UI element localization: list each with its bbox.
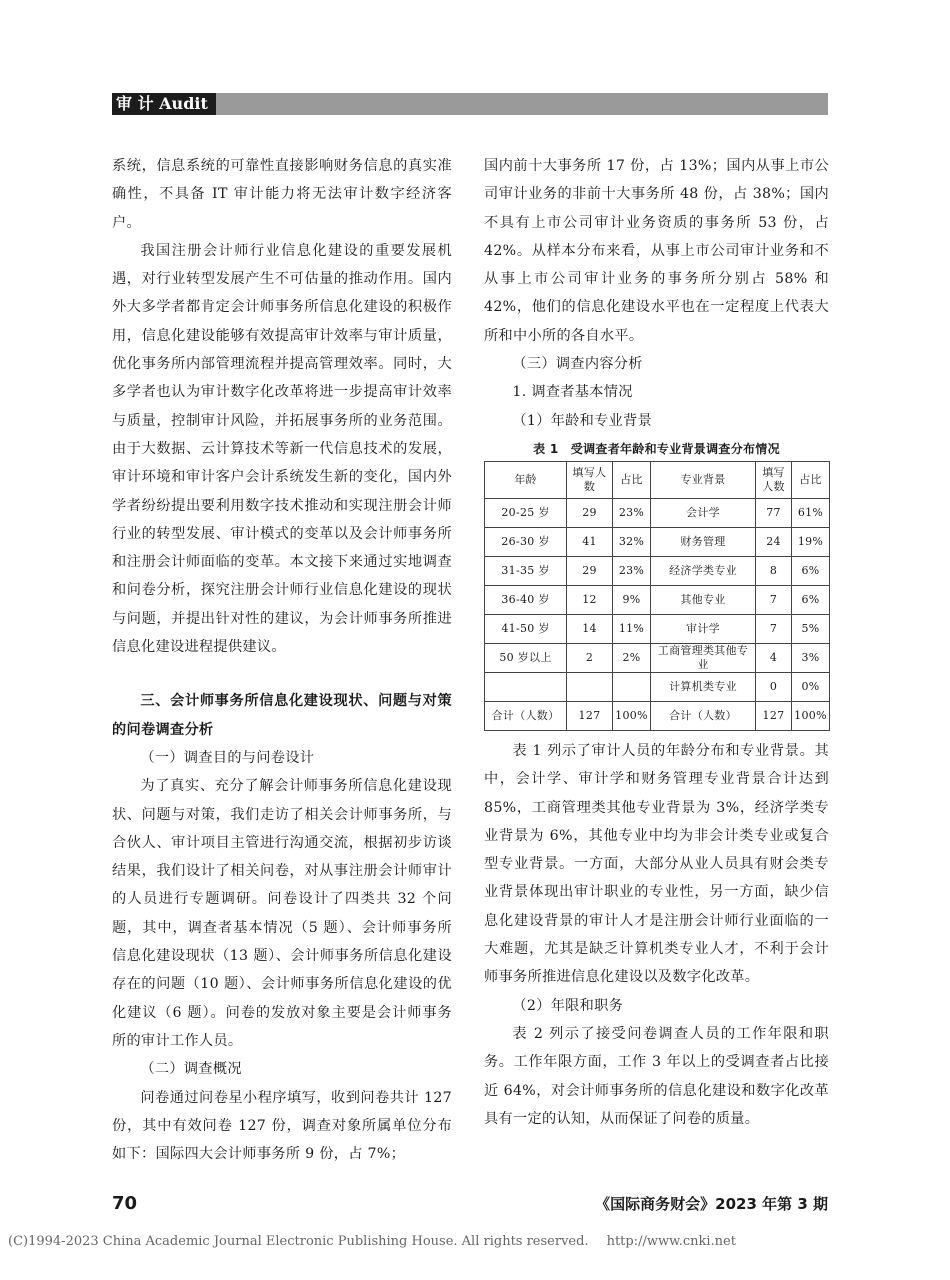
subsection-heading: （二）调查概况	[140, 1061, 242, 1078]
table-cell: 计算机类专业	[651, 672, 756, 701]
table-cell: 会计学	[651, 498, 756, 527]
table-cell: 24	[756, 527, 792, 556]
table-cell: 2%	[613, 643, 651, 672]
table-cell: 5%	[792, 614, 830, 643]
table-cell: 29	[567, 498, 613, 527]
table-header-row	[485, 461, 830, 498]
table-header-cell: 填写人数	[756, 461, 792, 498]
table-cell: 127	[567, 701, 613, 730]
paragraph: 为了真实、充分了解会计师事务所信息化建设现状、问题与对策，我们走访了相关会计师事务所，与合伙人、审计项目主管进行沟通交流，根据初步访谈结果，我们设计了相关问卷，对从事注册会计师审计的人员进行专题调研。问卷设计了四类共 32 个问题，其中，调查者基本情况（5 题）、会计师事务所信息化建设现状（13 题）、会计师事务所信息化建设存在的问题（10 题）、会计师事务所信息化建设的优化建议（6 题）。问卷的发放对象主要是会计师事务所的审计工作人员。	[112, 778, 452, 1049]
table-cell: 50 岁以上	[485, 643, 567, 672]
header-bar	[216, 93, 828, 115]
table-cell: 31-35 岁	[485, 556, 567, 585]
table-header-cell: 占比	[792, 461, 830, 498]
table-cell: 41	[567, 527, 613, 556]
table-cell: 29	[567, 556, 613, 585]
site-url: http://www.cnki.net	[606, 1234, 736, 1249]
table-cell: 0	[756, 672, 792, 701]
paragraph: 我国注册会计师行业信息化建设的重要发展机遇，对行业转型发展产生不可估量的推动作用。国内外大多学者都肯定会计师事务所信息化建设的积极作用，信息化建设能够有效提高审计效率与审计质量，优化事务所内部管理流程并提高管理效率。同时，大多学者也认为审计数字化改革将进一步提高审计效率与质量，控制审计风险，并拓展事务所的业务范围。由于大数据、云计算技术等新一代信息技术的发展，审计环境和审计客户会计系统发生新的变化，国内外学者纷纷提出要利用数字技术推动和实现注册会计师行业的转型发展、审计模式的变革以及会计师事务所和注册会计师面临的变革。本文接下来通过实地调查和问卷分析，探究注册会计师行业信息化建设的现状与问题，并提出针对性的建议，为会计师事务所推进信息化建设进程提供建议。	[112, 242, 452, 656]
table-cell: 3%	[792, 643, 830, 672]
paragraph: 系统，信息系统的可靠性直接影响财务信息的真实准确性，不具备 IT 审计能力将无法审计数字经济客户。	[112, 158, 452, 231]
table-cell: 32%	[613, 527, 651, 556]
table-cell: 19%	[792, 527, 830, 556]
table-cell	[567, 672, 613, 701]
table-header-cell: 占比	[613, 461, 651, 498]
subsection-heading: （三）调查内容分析	[512, 356, 643, 373]
table-cell: 61%	[792, 498, 830, 527]
survey-table	[484, 461, 830, 731]
table-cell: 7	[756, 585, 792, 614]
table-header-cell: 年龄	[485, 461, 567, 498]
table-cell: 4	[756, 643, 792, 672]
copyright-text: (C)1994-2023 China Academic Journal Electronic Publishing House. All rights reserved.	[8, 1234, 589, 1249]
table-row	[485, 585, 830, 614]
table-row	[485, 614, 830, 643]
paragraph: 问卷通过问卷星小程序填写，收到问卷共计 127 份，其中有效问卷 127 份，调查对象所属单位分布如下：国际四大会计师事务所 9 份，占 7%；	[112, 1089, 452, 1163]
table-row	[485, 643, 830, 672]
table-cell: 审计学	[651, 614, 756, 643]
table-row	[485, 672, 830, 701]
table-row	[485, 498, 830, 527]
table-cell: 0%	[792, 672, 830, 701]
table-cell: 6%	[792, 556, 830, 585]
table-cell: 100%	[792, 701, 830, 730]
table-cell: 20-25 岁	[485, 498, 567, 527]
table-row	[485, 556, 830, 585]
table-cell: 合计（人数）	[485, 701, 567, 730]
right-column	[484, 152, 829, 1133]
table-row	[485, 527, 830, 556]
subsection-heading: （一）调查目的与问卷设计	[140, 749, 315, 766]
table-cell: 财务管理	[651, 527, 756, 556]
table-cell: 合计（人数）	[651, 701, 756, 730]
table-cell: 工商管理类其他专业	[651, 643, 756, 672]
table-cell: 2	[567, 643, 613, 672]
section-heading: 三、会计师事务所信息化建设现状、问题与对策的问卷调查分析	[112, 693, 452, 738]
paragraph: 表 1 列示了审计人员的年龄分布和专业背景。其中，会计学、审计学和财务管理专业背景合计达到 85%，工商管理类其他专业背景为 3%，经济学类专业背景为 6%，其他专业中均为非会计类专业或复合型专业背景。一方面，大部分从业人员具有财会类专业背景体现出审计职业的专业性，另一方面，缺少信息化建设背景的审计人才是注册会计师行业面临的一大难题，尤其是缺乏计算机类专业人才，不利于会计师事务所推进信息化建设以及数字化改革。	[484, 742, 829, 986]
table-caption: 表 1 受调查者年龄和专业背景调查分布情况	[533, 441, 780, 456]
table-row	[485, 701, 830, 730]
table-cell	[485, 672, 567, 701]
subsection-heading: （1）年龄和专业背景	[512, 412, 653, 429]
table-cell: 11%	[613, 614, 651, 643]
table-header-cell: 填写人数	[567, 461, 613, 498]
subsection-heading: 1. 调查者基本情况	[512, 384, 633, 401]
table-cell: 77	[756, 498, 792, 527]
table-cell: 8	[756, 556, 792, 585]
spacer	[112, 661, 452, 687]
table-cell: 9%	[613, 585, 651, 614]
table-cell: 41-50 岁	[485, 614, 567, 643]
table-cell: 14	[567, 614, 613, 643]
table-cell: 127	[756, 701, 792, 730]
table-cell: 经济学类专业	[651, 556, 756, 585]
table-cell: 7	[756, 614, 792, 643]
table-body	[485, 498, 830, 730]
subsection-heading: （2）年限和职务	[512, 997, 624, 1014]
running-header	[112, 93, 828, 115]
paragraph: 表 2 列示了接受问卷调查人员的工作年限和职务。工作年限方面，工作 3 年以上的受调查者占比接近 64%，对会计师事务所的信息化建设和数字化改革具有一定的认知，从而保证了问卷的质量。	[484, 1025, 829, 1127]
page-number: 70	[112, 1193, 138, 1214]
table-cell: 其他专业	[651, 585, 756, 614]
table-cell: 12	[567, 585, 613, 614]
journal-issue: 《国际商务财会》2023 年第 3 期	[595, 1195, 828, 1213]
table-cell: 23%	[613, 556, 651, 585]
table-header-cell: 专业背景	[651, 461, 756, 498]
table-cell: 26-30 岁	[485, 527, 567, 556]
section-label: 审 计 Audit	[112, 93, 216, 115]
paragraph: 国内前十大事务所 17 份，占 13%；国内从事上市公司审计业务的非前十大事务所 48 份，占 38%；国内不具有上市公司审计业务资质的事务所 53 份，占 42%。从样本分布来看，从事上市公司审计业务和不从事上市公司审计业务的事务所分别占 58% 和 42%，他们的信息化建设水平也在一定程度上代表大所和中小所的各自水平。	[484, 158, 829, 344]
table-cell: 36-40 岁	[485, 585, 567, 614]
left-column	[112, 152, 452, 1168]
table-cell: 6%	[792, 585, 830, 614]
copyright-line	[8, 1234, 736, 1249]
table-cell	[613, 672, 651, 701]
table-cell: 23%	[613, 498, 651, 527]
table-cell: 100%	[613, 701, 651, 730]
